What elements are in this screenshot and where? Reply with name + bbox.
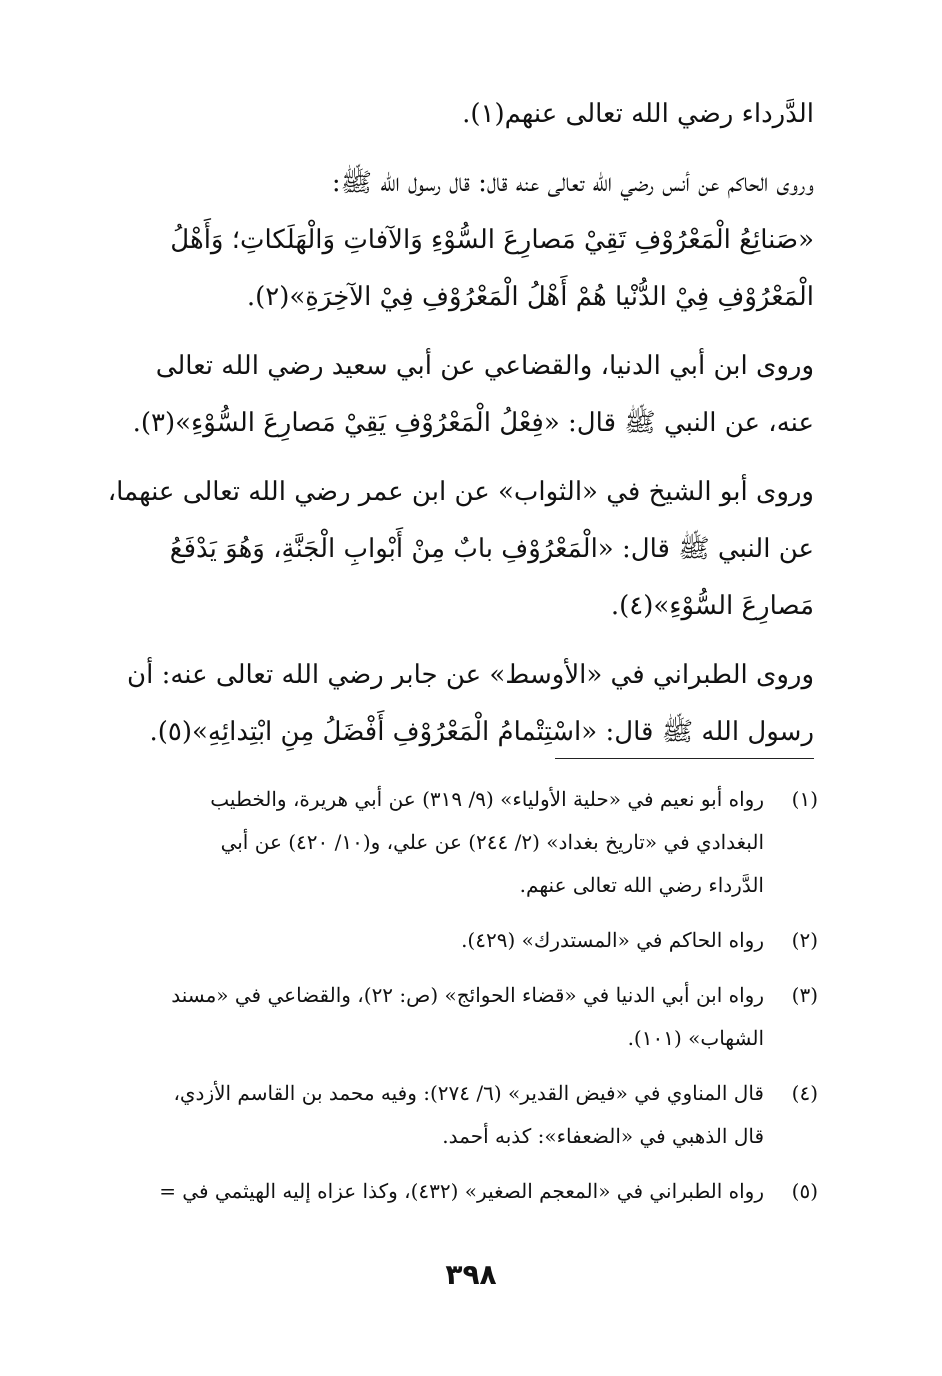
footnote-line: رواه أبو نعيم في «حلية الأولياء» (٩/ ٣١٩) عن أبي هريرة، والخطيب <box>210 787 764 811</box>
paragraph <box>108 464 814 635</box>
footnote-number: (٥) <box>791 1179 818 1203</box>
footnote <box>110 919 818 962</box>
footnote-line: رواه الحاكم في «المستدرك» (٤٢٩). <box>461 928 764 952</box>
text-line: وروى أبو الشيخ في «الثواب» عن ابن عمر رضي الله تعالى عنهما، <box>108 477 814 507</box>
footnote-line: رواه الطبراني في «المعجم الصغير» (٤٣٢)، وكذا عزاه إليه الهيثمي في = <box>159 1179 764 1203</box>
paragraph <box>108 155 814 326</box>
text-line: عن النبي ﷺ قال: «الْمَعْرُوْفِ بابٌ مِنْ أَبْوابِ الْجَنَّةِ، وَهُوَ يَدْفَعُ <box>169 534 814 564</box>
text-line: وروى ابن أبي الدنيا، والقضاعي عن أبي سعيد رضي الله تعالى <box>155 351 814 381</box>
page-number: ٣٩٨ <box>445 1258 497 1291</box>
footnote-line: البغدادي في «تاريخ بغداد» (٢/ ٢٤٤) عن علي، و(١٠/ ٤٢٠) عن أبي <box>220 830 764 854</box>
footnote-number: (٢) <box>791 928 818 952</box>
text-line: الدَّرداء رضي الله تعالى عنهم(١). <box>462 99 814 129</box>
footnote-line: قال المناوي في «فيض القدير» (٦/ ٢٧٤): وفيه محمد بن القاسم الأزدي، <box>173 1081 764 1105</box>
text-line: وروى الحاكم عن أنس رضي الله تعالى عنه قال: قال رسول الله ﷺ: <box>331 168 814 198</box>
footnote <box>110 1170 818 1213</box>
footnote <box>110 974 818 1060</box>
text-line: مَصارِعَ السُّوْءِ»(٤). <box>610 591 814 621</box>
main-text <box>108 86 814 761</box>
footnote-number: (٣) <box>791 983 818 1007</box>
paragraph <box>108 86 814 143</box>
text-line: الْمَعْرُوْفِ فِيْ الدُّنْيا هُمْ أَهْلُ الْمَعْرُوْفِ فِيْ الآخِرَةِ»(٢). <box>246 282 814 312</box>
footnotes <box>110 778 818 1225</box>
footnote-separator <box>555 758 814 759</box>
paragraph <box>108 647 814 761</box>
text-line: وروى الطبراني في «الأوسط» عن جابر رضي الله تعالى عنه: أن <box>127 660 814 690</box>
footnote <box>110 1072 818 1158</box>
text-line: رسول الله ﷺ قال: «اسْتِتْمامُ الْمَعْرُوْفِ أَفْضَلُ مِنِ ابْتِدائِهِ»(٥). <box>149 717 814 747</box>
footnote-line: رواه ابن أبي الدنيا في «قضاء الحوائج» (ص: ٢٢)، والقضاعي في «مسند <box>171 983 764 1007</box>
footnote-line: قال الذهبي في «الضعفاء»: كذبه أحمد. <box>442 1124 764 1148</box>
footnote-number: (٤) <box>791 1081 818 1105</box>
text-line: «صَنائِعُ الْمَعْرُوْفِ تَقِيْ مَصارِعَ السُّوْءِ وَالآفاتِ وَالْهَلَكاتِ؛ وَأَهْلُ <box>170 225 814 255</box>
footnote-number: (١) <box>791 787 818 811</box>
paragraph <box>108 338 814 452</box>
footnote-line: الشهاب» (١٠١). <box>627 1026 764 1050</box>
footnote <box>110 778 818 907</box>
footnote-line: الدَّرداء رضي الله تعالى عنهم. <box>519 873 764 897</box>
text-line: عنه، عن النبي ﷺ قال: «فِعْلُ الْمَعْرُوْفِ يَقِيْ مَصارِعَ السُّوْءِ»(٣). <box>132 408 814 438</box>
